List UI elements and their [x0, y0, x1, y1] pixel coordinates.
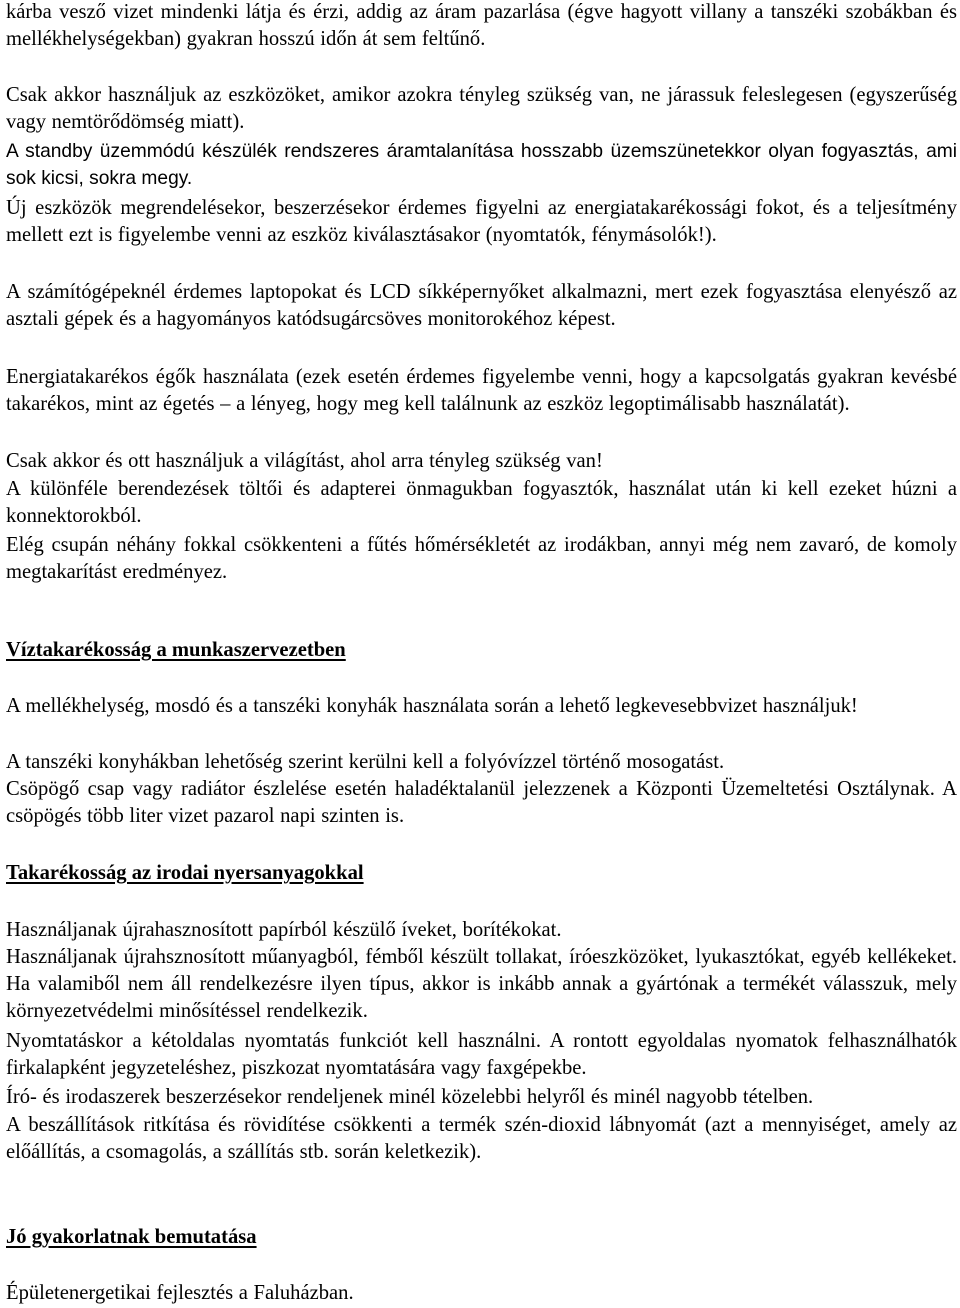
energy-paragraph-8: A különféle berendezések töltői és adapterei önmagukban fogyasztók, használat után ki kell ezeket húzni a konnektorokból. [6, 478, 957, 528]
water-section-heading: Víztakarékosság a munkaszervezetben [6, 639, 346, 661]
energy-paragraph-5: A számítógépeknél érdemes laptopokat és LCD síkképernyőket alkalmazni, mert ezek fogyasztása elenyésző az asztali gépek és a hagyományos katódsugárcsöves monitorokéhoz képest. [6, 281, 957, 331]
office-section-heading: Takarékosság az irodai nyersanyagokkal [6, 862, 364, 884]
water-paragraph-2: A tanszéki konyhákban lehetőség szerint kerülni kell a folyóvízzel történő mosogatást. [6, 751, 725, 773]
office-paragraph-5: A beszállítások ritkítása és rövidítése csökkenti a termék szén-dioxid lábnyomát (azt a mennyiséget, amely az előállítás, a csomagolás, a szállítás stb. során keletkezik). [6, 1114, 957, 1164]
energy-paragraph-4: Új eszközök megrendelésekor, beszerzésekor érdemes figyelni az energiatakarékossági fokot, és a teljesítmény mellett ezt is figyelembe venni az eszköz kiválasztásakor (nyomtatók, fénymásolók!). [6, 197, 957, 247]
office-paragraph-4: Író- és irodaszerek beszerzésekor rendeljenek minél közelebbi helyről és minél nagyobb tételben. [6, 1086, 814, 1108]
energy-paragraph-1: kárba vesző vizet mindenki látja és érzi, addig az áram pazarlása (égve hagyott villany a tanszéki szobákban és mellékhelységekban) gyakran hosszú időn át sem feltűnő. [6, 1, 957, 51]
water-paragraph-3: Csöpögő csap vagy radiátor észlelése esetén haladéktalanül jelezzenek a Központi Üzemeltetési Osztálynak. A csöpögés több liter vizet pazarol napi szinten is. [6, 778, 957, 828]
office-paragraph-1: Használjanak újrahasznosított papírból készülő íveket, borítékokat. [6, 919, 562, 941]
energy-paragraph-6: Energiatakarékos égők használata (ezek esetén érdemes figyelembe venni, hogy a kapcsolgatás gyakran kevésbé takarékos, mint az égetés – a lényeg, hogy meg kell találnunk az eszköz legoptimálisabb használatát). [6, 366, 957, 416]
practice-paragraph-1: Épületenergetikai fejlesztés a Faluházban. [6, 1282, 354, 1304]
office-paragraph-3: Nyomtatáskor a kétoldalas nyomtatás funkciót kell használni. A rontott egyoldalas nyomatok felhasználhatók firkalapként jegyzeteléshez, piszkozat nyomtatására vagy faxgépekbe. [6, 1030, 957, 1080]
energy-paragraph-2: Csak akkor használjuk az eszközöket, amikor azokra tényleg szükség van, ne járassuk feleslegesen (egyszerűség vagy nemtörődömség miatt). [6, 84, 957, 134]
energy-paragraph-7: Csak akkor és ott használjuk a világítást, ahol arra tényleg szükség van! [6, 450, 603, 472]
energy-paragraph-3: A standby üzemmódú készülék rendszeres áramtalanítása hosszabb üzemszünetekkor olyan fogyasztás, ami sok kicsi, sokra megy. [6, 141, 957, 190]
practice-section-heading: Jó gyakorlatnak bemutatása [6, 1226, 257, 1248]
water-paragraph-1: A mellékhelység, mosdó és a tanszéki konyhák használata során a lehető legkevesebbvizet használjuk! [6, 695, 858, 717]
energy-paragraph-9: Elég csupán néhány fokkal csökkenteni a fűtés hőmérsékletét az irodákban, annyi még nem zavaró, de komoly megtakarítást eredményez. [6, 534, 957, 584]
office-paragraph-2: Használjanak újrahsznosított műanyagból, fémből készült tollakat, íróeszközöket, lyukasztókat, egyéb kellékeket. Ha valamiből nem áll rendelkezésre ilyen típus, akkor is inkább annak a gyártónak a termékét válasszuk, mely környezetvédelmi minősítéssel rendelkezik. [6, 946, 957, 1023]
